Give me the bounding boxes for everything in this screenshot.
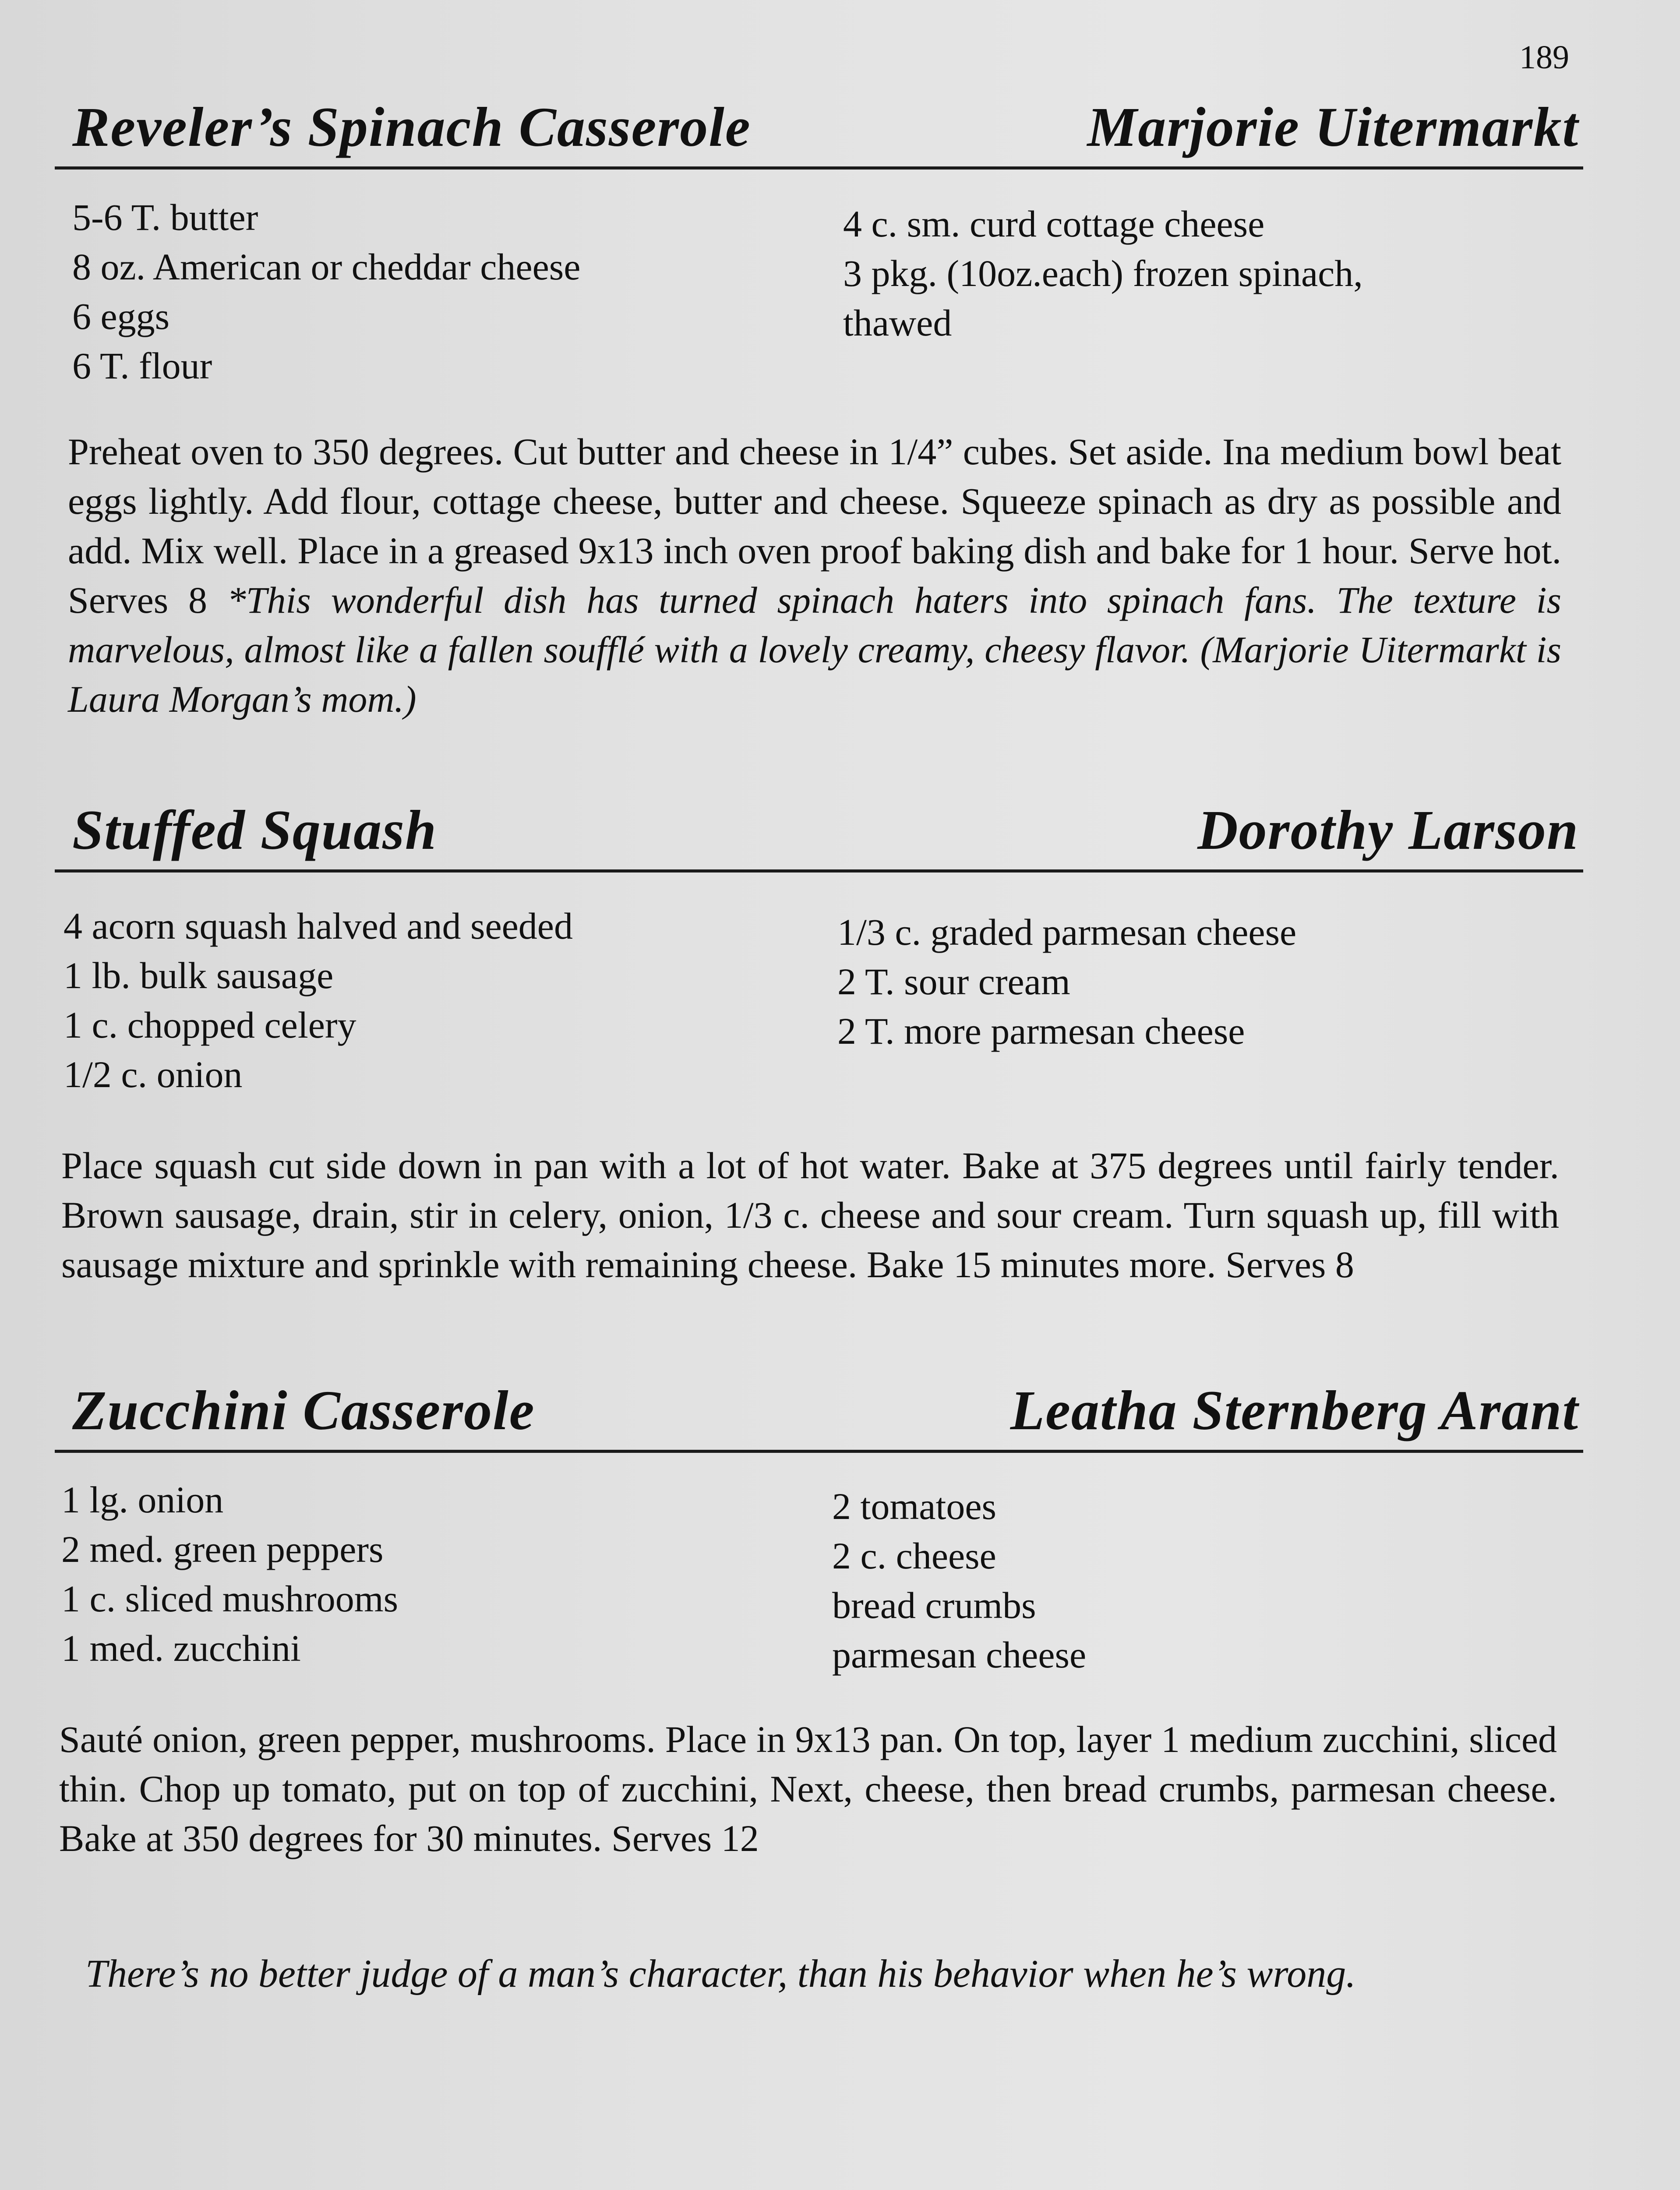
ingredient: 2 med. green peppers [61, 1528, 384, 1570]
ingredients-right [832, 1482, 1086, 1680]
recipe-directions [59, 1715, 1557, 1863]
recipe-title: Stuffed Squash [72, 799, 438, 861]
recipe-note: *This wonderful dish has turned spinach haters into spinach fans. The texture is marvelous, almost like a fallen soufflé with a lovely creamy, cheesy flavor. (Marjorie Uitermarkt is Laura Morgan’s mom.) [68, 579, 1562, 720]
page-number: 189 [1519, 39, 1569, 76]
ingredient: 4 acorn squash halved and seeded [64, 905, 573, 947]
recipe-header-spinach-casserole [55, 96, 1583, 170]
ingredients-left [64, 901, 573, 1099]
recipe-header-zucchini-casserole [55, 1379, 1583, 1453]
ingredient: 2 tomatoes [832, 1485, 996, 1527]
ingredient: 4 c. sm. curd cottage cheese [843, 203, 1265, 245]
ingredient: 1/2 c. onion [64, 1053, 243, 1095]
ingredient: 1 c. chopped celery [64, 1004, 356, 1046]
ingredient: bread crumbs [832, 1584, 1036, 1626]
directions-text: Place squash cut side down in pan with a lot of hot water. Bake at 375 degrees until fairly tender. Brown sausage, drain, stir in celery, onion, 1/3 c. cheese and sour cream. Turn squash up, fill with sausage mixture and sprinkle with remaining cheese. Bake 15 minutes more. Serves 8 [61, 1144, 1559, 1286]
ingredient: thawed [843, 302, 952, 344]
recipe-directions [61, 1141, 1559, 1289]
ingredient: 6 T. flour [72, 345, 212, 387]
ingredients-left [61, 1475, 398, 1673]
ingredient: 3 pkg. (10oz.each) frozen spinach, [843, 252, 1363, 294]
ingredient: 2 c. cheese [832, 1535, 996, 1577]
recipe-title: Zucchini Casserole [72, 1379, 535, 1441]
recipe-title: Reveler’s Spinach Casserole [72, 96, 751, 158]
ingredient: 1 lg. onion [61, 1479, 224, 1521]
ingredient: 5-6 T. butter [72, 196, 258, 238]
recipe-header-stuffed-squash [55, 799, 1583, 872]
ingredient: 1/3 c. graded parmesan cheese [837, 911, 1297, 953]
ingredient: 8 oz. American or cheddar cheese [72, 246, 581, 288]
ingredient: parmesan cheese [832, 1634, 1087, 1676]
directions-text: Sauté onion, green pepper, mushrooms. Place in 9x13 pan. On top, layer 1 medium zucchini, sliced thin. Chop up tomato, put on top of zucchini, Next, cheese, then bread crumbs, parmesan cheese. Bake at 350 degrees for 30 minutes. Serves 12 [59, 1718, 1557, 1859]
recipe-author: Leatha Sternberg Arant [1010, 1379, 1579, 1441]
recipe-author: Dorothy Larson [1197, 799, 1579, 861]
ingredient: 1 c. sliced mushrooms [61, 1578, 399, 1620]
recipe-author: Marjorie Uitermarkt [1087, 96, 1579, 158]
ingredient: 2 T. sour cream [837, 961, 1070, 1003]
ingredients-right [837, 908, 1296, 1056]
recipe-directions [68, 427, 1561, 724]
ingredients-left [72, 193, 580, 391]
ingredient: 2 T. more parmesan cheese [837, 1010, 1245, 1052]
directions-text: Preheat oven to 350 degrees. Cut butter and cheese in 1/4” cubes. Set aside. Ina medium bowl beat eggs lightly. Add flour, cottage cheese, butter and cheese. Squeeze spinach as dry as possible and add. Mix well. Place in a greased 9x13 inch oven proof baking dish and bake for 1 hour. Serve hot. Serves 8 [68, 431, 1561, 621]
ingredient: 1 med. zucchini [61, 1627, 301, 1669]
ingredients-right [843, 199, 1363, 348]
ingredient: 1 lb. bulk sausage [64, 954, 334, 996]
closing-quote: There’s no better judge of a man’s character, than his behavior when he’s wrong. [85, 1952, 1356, 1996]
ingredient: 6 eggs [72, 295, 170, 337]
